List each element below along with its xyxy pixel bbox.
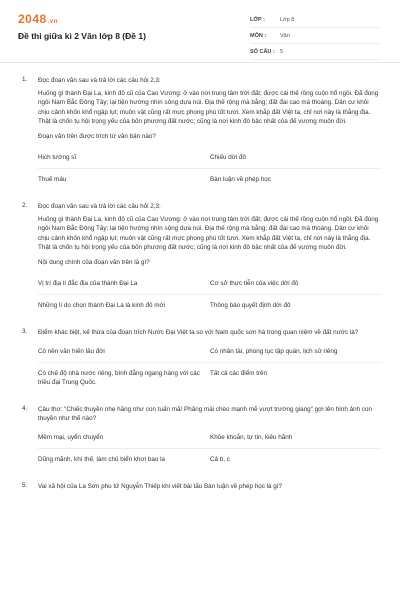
logo-text: 2048 <box>18 12 47 26</box>
question-number: 4. <box>22 405 28 413</box>
question-prompt: Điểm khác biệt, kế thừa của đoạn trích Nước Đại Việt ta so với Nam quốc sơn hà trong quan niệm về đất nước là? <box>38 329 359 337</box>
logo-suffix: .vn <box>47 19 58 25</box>
question-text: Đoạn văn trên được trích từ văn bản nào? <box>38 133 156 141</box>
answer-option[interactable]: Thuế máu <box>38 168 210 190</box>
meta-row <box>250 44 380 60</box>
answer-option[interactable]: Tất cả các điểm trên <box>210 362 382 393</box>
answer-option[interactable]: Có chế độ nhà nước riêng, bình đẳng ngang hàng với các triều đại Trung Quốc. <box>38 362 210 393</box>
question-passage: Huống gì thành Đại La, kinh đô cũ của Cao Vương: ở vào nơi trung tâm trời đất; được cái thế rồng cuộn hổ ngồi. Đã đúng ngôi Nam Bắc Đông Tây; lại tiện hướng nhìn sông dựa núi. Địa thế rộng mà bằng; đất đai cao mà thoáng. Dân cư khỏi chịu cảnh khốn khổ ngập lụt; muôn vật cũng rất mực phong phú tốt tươi. Xem khắp đất Việt ta, chỉ nơi này là thắng địa. Thật là chốn tụ hội trọng yếu của bốn phương đất nước; cũng là nơi kinh đô bậc nhất của đế vương muôn đời. <box>38 216 379 252</box>
answer-option[interactable]: Khỏe khoắn, tự tin, kiêu hãnh <box>210 434 293 442</box>
meta-key: MÔN : <box>250 32 267 39</box>
page-title: Đề thi giữa kì 2 Văn lớp 8 (Đề 1) <box>18 31 146 41</box>
answer-option[interactable]: Vị trí địa lí đắc địa của thành Đại La <box>38 280 138 288</box>
answer-options <box>38 341 380 393</box>
question-item <box>0 76 400 190</box>
meta-value: 5 <box>280 48 284 55</box>
question-text: Nội dung chính của đoạn văn trên là gì? <box>38 259 150 267</box>
answer-option[interactable]: Có nhân tài, phong tục tập quán, lịch sử riêng <box>210 348 338 356</box>
question-passage: Huống gì thành Đại La, kinh đô cũ của Cao Vương: ở vào nơi trung tâm trời đất; được cái thế rồng cuộn hổ ngồi. Đã đúng ngôi Nam Bắc Đông Tây; lại tiện hướng nhìn sông dựa núi. Địa thế rộng mà bằng; đất đai cao mà thoáng. Dân cư khỏi chịu cảnh khốn khổ ngập lụt; muôn vật cũng rất mực phong phú tốt tươi. Xem khắp đất Việt ta, chỉ nơi này là thắng địa. Thật là chốn tụ hội trọng yếu của bốn phương đất nước; cũng là nơi kinh đô bậc nhất của đế vương muôn đời. <box>38 90 379 125</box>
meta-value: Văn <box>280 32 290 39</box>
answer-options <box>38 147 380 190</box>
meta-row <box>250 12 380 28</box>
meta-table <box>250 12 380 60</box>
meta-key: SỐ CÂU : <box>250 48 275 55</box>
question-list <box>0 76 400 503</box>
meta-value: Lớp 8 <box>280 16 295 23</box>
answer-option[interactable]: Bàn luận về phép học <box>210 168 382 190</box>
meta-row <box>250 28 380 44</box>
answer-option[interactable]: Chiếu dời đô <box>210 154 246 162</box>
question-item <box>0 482 400 491</box>
answer-option[interactable]: Cả b, c <box>210 448 382 470</box>
question-item <box>0 202 400 316</box>
meta-key: LỚP : <box>250 16 265 23</box>
answer-options <box>38 427 380 470</box>
question-item <box>0 405 400 470</box>
answer-option[interactable]: Mềm mại, uyển chuyển <box>38 434 104 442</box>
answer-option[interactable]: Có nền văn hiến lâu đời <box>38 348 105 356</box>
answer-option[interactable]: Hịch tướng sĩ <box>38 154 77 162</box>
question-number: 3. <box>22 328 28 336</box>
answer-option[interactable]: Dũng mãnh, khí thế, làm chủ biển khơi bao la <box>38 448 210 470</box>
question-prompt: Câu thơ: "Chiếc thuyền nhẹ hăng như con tuấn mã/ Phăng mái chèo mạnh mẽ vượt trường giang" gợi lên hình ảnh con thuyền như thế nào? <box>38 406 372 423</box>
question-number: 1. <box>22 76 28 83</box>
page-header <box>0 0 400 63</box>
answer-option[interactable]: Cơ sở thực tiễn của việc dời đô <box>210 280 299 288</box>
question-prompt: Vai xã hội của La Sơn phu tử Nguyễn Thiếp khi viết bài tấu Bàn luận về phép học là gì? <box>38 483 283 491</box>
question-number: 2. <box>22 202 28 210</box>
answer-option[interactable]: Thông báo quyết định dời đô <box>210 294 382 316</box>
question-prompt: Đọc đoạn văn sau và trả lời các câu hỏi 2,3: <box>38 203 161 211</box>
question-prompt: Đọc đoạn văn sau và trả lời các câu hỏi 2,3: <box>38 77 161 84</box>
answer-option[interactable]: Những lí do chọn thành Đại La là kinh đô mới <box>38 294 210 316</box>
site-logo[interactable] <box>18 12 58 26</box>
question-number: 5. <box>22 482 28 490</box>
answer-options <box>38 273 380 316</box>
question-item <box>0 328 400 393</box>
